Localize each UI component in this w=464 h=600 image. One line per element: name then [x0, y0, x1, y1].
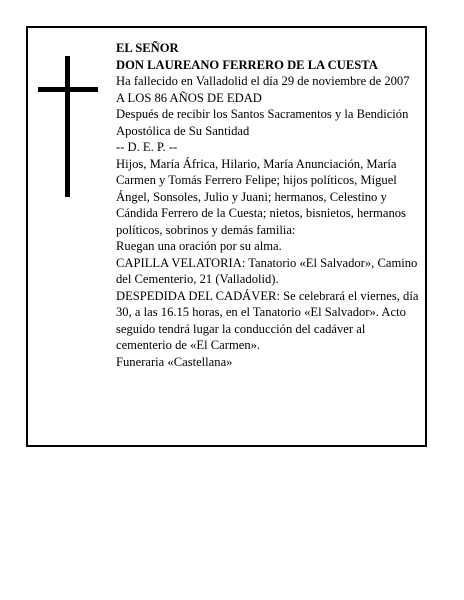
cross-icon — [38, 56, 98, 197]
funeral-home: Funeraria «Castellana» — [116, 354, 233, 369]
rip-line: -- D. E. P. -- — [116, 140, 178, 154]
deceased-name: DON LAUREANO FERRERO DE LA CUESTA — [116, 57, 378, 72]
age-line: A LOS 86 AÑOS DE EDAD — [116, 90, 262, 105]
family-list: Hijos, María África, Hilario, María Anunciación, María Carmen y Tomás Ferrero Felipe; hijos políticos, Miguel Ángel, Sonsoles, Julio y Juani; hermanos, Celestino y Cándida Ferrero de la Cuesta; nietos, bisnietos, hermanos políticos, sobrinos y demás familia: — [116, 156, 406, 237]
notice-text — [116, 40, 422, 370]
honorific-heading: EL SEÑOR — [116, 41, 179, 55]
sacraments-line: Después de recibir los Santos Sacramentos y la Bendición Apostólica de Su Santidad — [116, 107, 409, 138]
cross-vertical-bar — [65, 56, 70, 197]
death-announcement: Ha fallecido en Valladolid el día 29 de noviembre de 2007 — [116, 74, 410, 88]
wake-chapel-info: CAPILLA VELATORIA: Tanatorio «El Salvador», Camino del Cementerio, 21 (Valladolid). — [116, 255, 418, 286]
obituary-notice — [26, 26, 427, 447]
cross-horizontal-bar — [38, 87, 98, 92]
prayer-request: Ruegan una oración por su alma. — [116, 239, 282, 253]
farewell-info: DESPEDIDA DEL CADÁVER: Se celebrará el viernes, día 30, a las 16.15 horas, en el Tanatorio «El Salvador». Acto seguido tendrá lugar la conducción del cadáver al cementerio de «El Carmen». — [116, 288, 419, 352]
